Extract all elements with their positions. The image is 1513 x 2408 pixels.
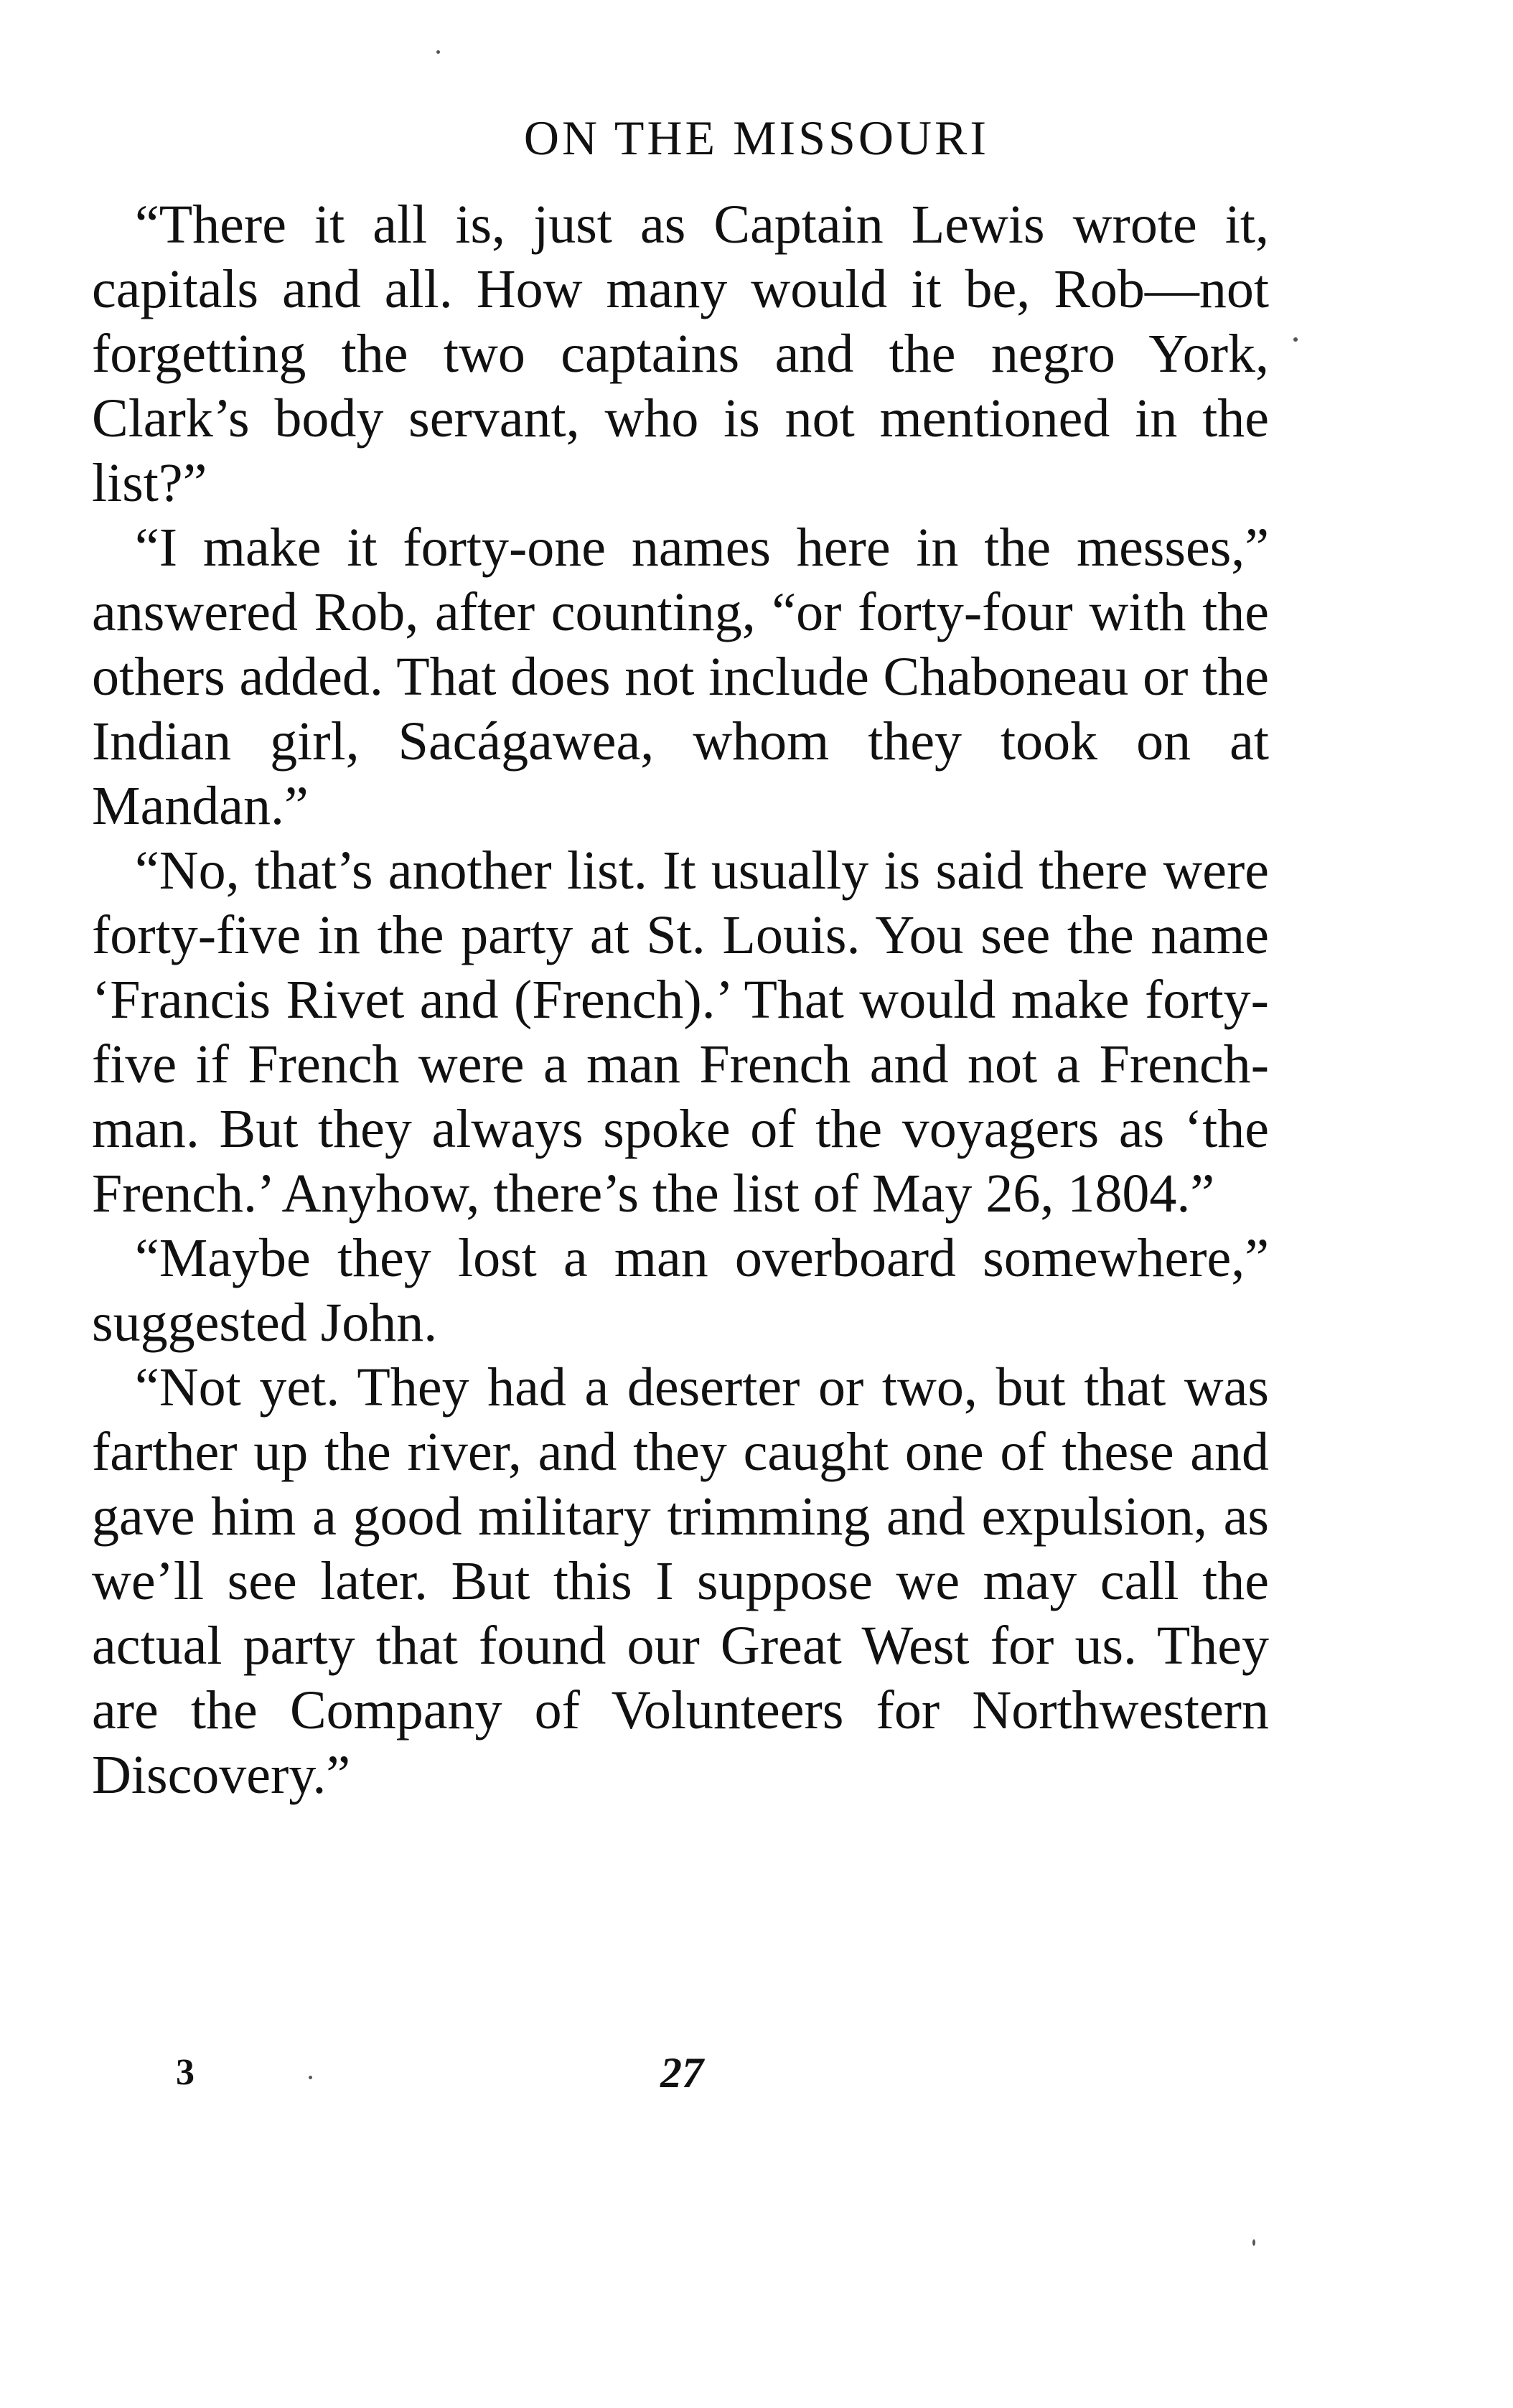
paragraph: “No, that’s another list. It usually is said there were forty-five in the party at St. Louis. You see the name ‘Francis Rivet and (French).’ That would make forty-five if French were a man French and not a Frenchman. But they always spoke of the voyagers as ‘the French.’ Anyhow, there’s the list of May 26, 1804.” — [92, 840, 1269, 1224]
paragraph: “Not yet. They had a deserter or two, but that was farther up the river, and they caught one of these and gave him a good military trimming and expulsion, as we’ll see later. But this I suppose we may call the actual party that found our Great West for us. They are the Company of Volunteers for Northwestern Discovery.” — [92, 1357, 1269, 1805]
paragraph: “I make it forty-one names here in the messes,” answered Rob, after counting, “or forty-four with the others added. That does not include Chaboneau or the Indian girl, Sacágawea, whom they took on at Mandan.” — [92, 517, 1269, 836]
scan-speck — [1293, 337, 1298, 342]
scan-speck — [309, 2076, 312, 2079]
scan-speck — [1252, 2239, 1255, 2246]
paragraph: “There it all is, just as Captain Lewis wrote it, capitals and all. How many would it be, Rob—not forgetting the two captains and the negro York, Clark’s body servant, who is not mentioned in the list?” — [92, 195, 1269, 513]
paragraph: “Maybe they lost a man overboard somewhere,” suggested John. — [92, 1228, 1269, 1353]
body-text — [92, 192, 1269, 1807]
scan-speck — [436, 50, 440, 54]
signature-mark: 3 — [176, 2052, 195, 2093]
page-number: 27 — [660, 2049, 703, 2097]
running-head: ON THE MISSOURI — [523, 111, 990, 165]
